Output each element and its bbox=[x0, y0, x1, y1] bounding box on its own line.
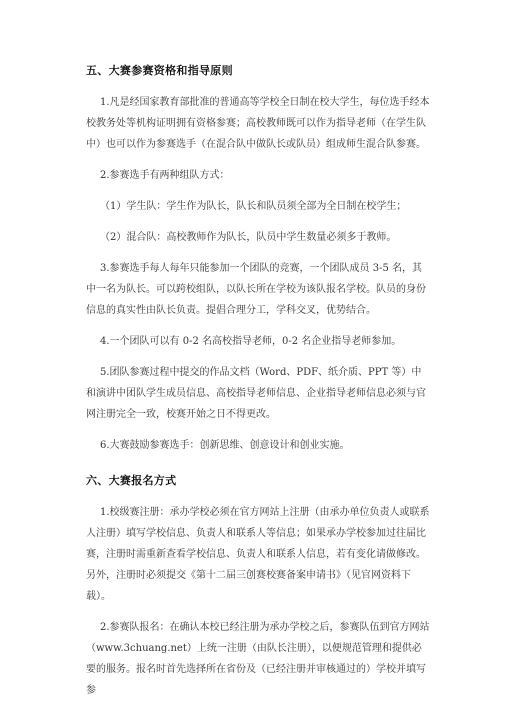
paragraph: 2.参赛选手有两种组队方式： bbox=[100, 170, 230, 181]
paragraph: （1）学生队：学生作为队长，队长和队员须全部为全日制在校学生； bbox=[100, 201, 407, 212]
paragraph: 5.团队参赛过程中提交的作品文档（Word、PDF、纸介质、PPT 等）中和演讲中团队学生成员信息、高校指导老师信息、企业指导老师信息必须与官网注册完全一致，校赛开始之日不得更改。 bbox=[86, 367, 426, 420]
paragraph: 1.校级赛注册：承办学校必须在官方网站上注册（由承办单位负责人或联系人注册）填写学校信息、负责人和联系人等信息；如果承办学校参加过往届比赛，注册时需重新查看学校信息、负责人和联系人信息，若有变化请做修改。另外，注册时必须提交《第十二届三创赛校赛备案申请书》（见官网资料下载）。 bbox=[86, 507, 430, 602]
section-heading-eligibility: 五、大赛参赛资格和指导原则 bbox=[86, 64, 233, 77]
paragraph: （2）混合队：高校教师作为队长，队员中学生数量必须多于教师。 bbox=[100, 232, 397, 243]
paragraph: 3.参赛选手每人每年只能参加一个团队的竞赛，一个团队成员 3-5 名，其中一名为队长。可以跨校组队，以队长所在学校为该队报名学校。队员的身份信息的真实性由队长负责。提倡合理分工，学科交叉，优势结合。 bbox=[86, 263, 426, 316]
paragraph: 6.大赛鼓励参赛选手：创新思维、创意设计和创业实施。 bbox=[100, 440, 350, 451]
paragraph: 4.一个团队可以有 0-2 名高校指导老师，0-2 名企业指导老师参加。 bbox=[100, 336, 402, 347]
paragraph: 2.参赛队报名：在确认本校已经注册为承办学校之后，参赛队伍到官方网站（www.3chuang.net）上统一注册（由队长注册），以便规范管理和提供必要的服务。报名时首先选择所在省份及（已经注册并审核通过的）学校并填写参 bbox=[86, 622, 430, 696]
document-body bbox=[86, 62, 430, 711]
section-heading-registration: 六、大赛报名方式 bbox=[86, 474, 177, 487]
paragraph: 1.凡是经国家教育部批准的普通高等学校全日制在校大学生，每位选手经本校教务处等机构证明拥有资格参赛；高校教师既可以作为指导老师（在学生队中）也可以作为参赛选手（在混合队中做队长或队员）组成师生混合队参赛。 bbox=[86, 97, 430, 150]
